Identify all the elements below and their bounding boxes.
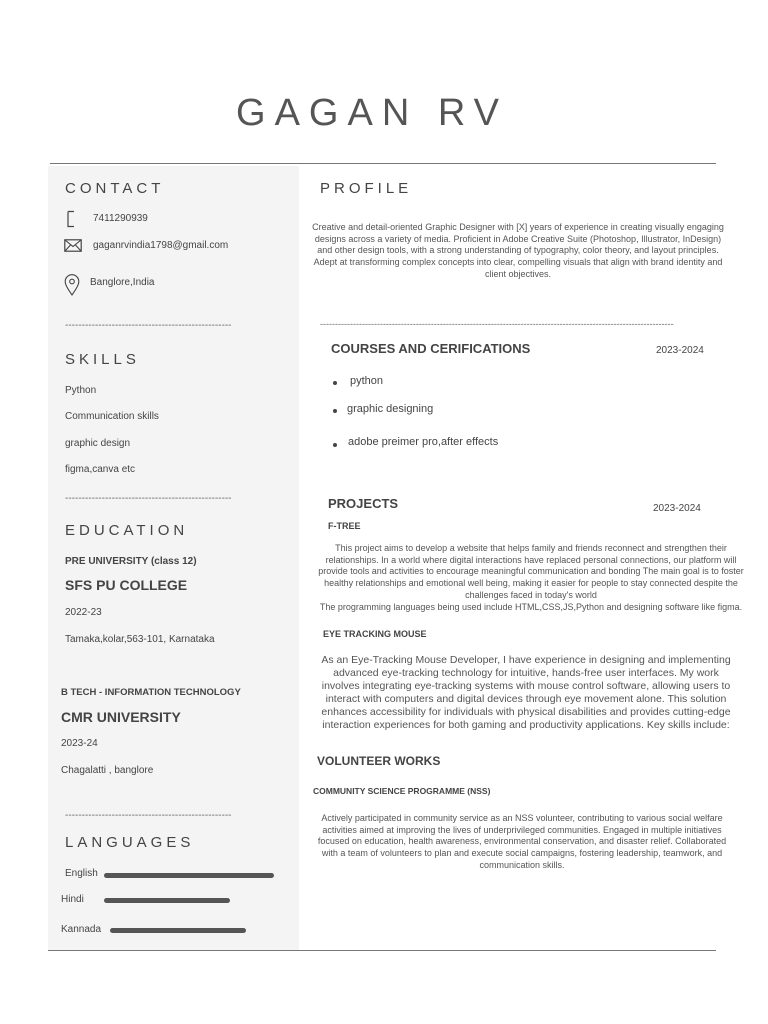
contact-email: gaganrvindia1798@gmail.com — [93, 240, 229, 251]
bullet-icon — [333, 381, 337, 385]
courses-heading: COURSES AND CERIFICATIONS — [331, 341, 531, 356]
bottom-divider-line — [48, 950, 716, 951]
contact-phone: 7411290939 — [93, 213, 148, 224]
education-school: CMR UNIVERSITY — [61, 709, 181, 725]
education-degree: B TECH - INFORMATION TECHNOLOGY — [61, 687, 241, 698]
volunteer-heading: VOLUNTEER WORKS — [317, 754, 441, 768]
profile-heading: PROFILE — [320, 180, 413, 197]
sidebar-divider: -------------------------------------------------- — [65, 810, 232, 821]
skill-item: graphic design — [65, 438, 131, 449]
project-description: This project aims to develop a website that helps family and friends reconnect and strengthen their relationships. In a world where digital interactions have replaced personal connections, our platform will provide tools and activities to encourage meaningful communication and bonding The main goal is to foster healthy relationships and emotional well being, making it easier for people to stay connected despite the challenges faced in today's world — [318, 543, 744, 600]
language-level-bar — [104, 873, 274, 878]
volunteer-text: Actively participated in community service as an NSS volunteer, contributing to various social welfare activities aimed at improving the lives of underprivileged communities. Engaged in multiple initiatives focused on education, health awareness, environmental conservation, and disaster relief. Collaborated with a team of volunteers to plan and execute social campaigns, fostering leadership, teamwork, and communication skills. — [317, 813, 727, 870]
sidebar-divider: -------------------------------------------------- — [65, 493, 232, 504]
education-school: SFS PU COLLEGE — [65, 577, 188, 593]
course-item: adobe preimer pro,after effects — [348, 436, 499, 448]
resume-name: GAGAN RV — [236, 92, 508, 134]
education-years: 2023-24 — [61, 738, 98, 749]
sidebar-divider: -------------------------------------------------- — [65, 320, 232, 331]
bullet-icon — [333, 443, 337, 447]
education-years: 2022-23 — [65, 607, 102, 618]
skills-heading: SKILLS — [65, 351, 140, 368]
bullet-icon — [333, 409, 337, 413]
project-title: EYE TRACKING MOUSE — [323, 629, 427, 639]
language-level-bar — [110, 928, 246, 933]
courses-years: 2023-2024 — [656, 345, 704, 356]
volunteer-title: COMMUNITY SCIENCE PROGRAMME (NSS) — [313, 786, 491, 796]
phone-icon — [64, 210, 78, 233]
projects-heading: PROJECTS — [328, 496, 399, 511]
contact-heading: CONTACT — [65, 180, 165, 197]
education-place: Tamaka,kolar,563-101, Karnataka — [65, 634, 215, 645]
skill-item: figma,canva etc — [65, 464, 136, 475]
project-description: As an Eye-Tracking Mouse Developer, I have experience in designing and implementing advanced eye-tracking technology for intuitive, hands-free user interfaces. My work involves integrating eye-tracking systems with mouse control software, allowing users to interact with computers and digital devices through eye movement alone. This solution enhances accessibility for individuals with physical disabilities and provides cutting-edge interaction experiences for both gaming and productivity applications. Key skills include: — [321, 654, 731, 731]
language-name: Hindi — [61, 894, 84, 905]
profile-text: Creative and detail-oriented Graphic Designer with [X] years of experience in creating visually engaging designs across a variety of media. Proficient in Adobe Creative Suite (Photoshop, Illustrator, InDesign) and other design tools, with a strong understanding of typography, color theory, and layout principles. Adept at transforming complex concepts into clear, compelling visuals that align with brand identity and client objectives. — [312, 222, 724, 279]
languages-heading: LANGUAGES — [65, 834, 195, 851]
top-divider-line — [50, 163, 716, 164]
language-name: English — [65, 868, 98, 879]
email-icon — [64, 239, 82, 257]
skill-item: Communication skills — [65, 411, 159, 422]
education-place: Chagalatti , banglore — [61, 765, 154, 776]
course-item: python — [350, 375, 384, 387]
location-pin-icon — [64, 274, 80, 301]
education-degree: PRE UNIVERSITY (class 12) — [65, 556, 197, 567]
project-languages: The programming languages being used include HTML,CSS,JS,Python and designing software like figma. — [319, 602, 743, 612]
contact-location: Banglore,India — [90, 277, 155, 288]
main-divider: ---------------------------------------------------------------------------------------------------------------------- — [320, 319, 674, 329]
course-item: graphic designing — [347, 403, 434, 415]
language-name: Kannada — [61, 924, 102, 935]
education-heading: EDUCATION — [65, 522, 189, 539]
project-title: F-TREE — [328, 521, 361, 531]
skill-item: Python — [65, 385, 97, 396]
projects-years: 2023-2024 — [653, 503, 701, 514]
language-level-bar — [104, 898, 230, 903]
